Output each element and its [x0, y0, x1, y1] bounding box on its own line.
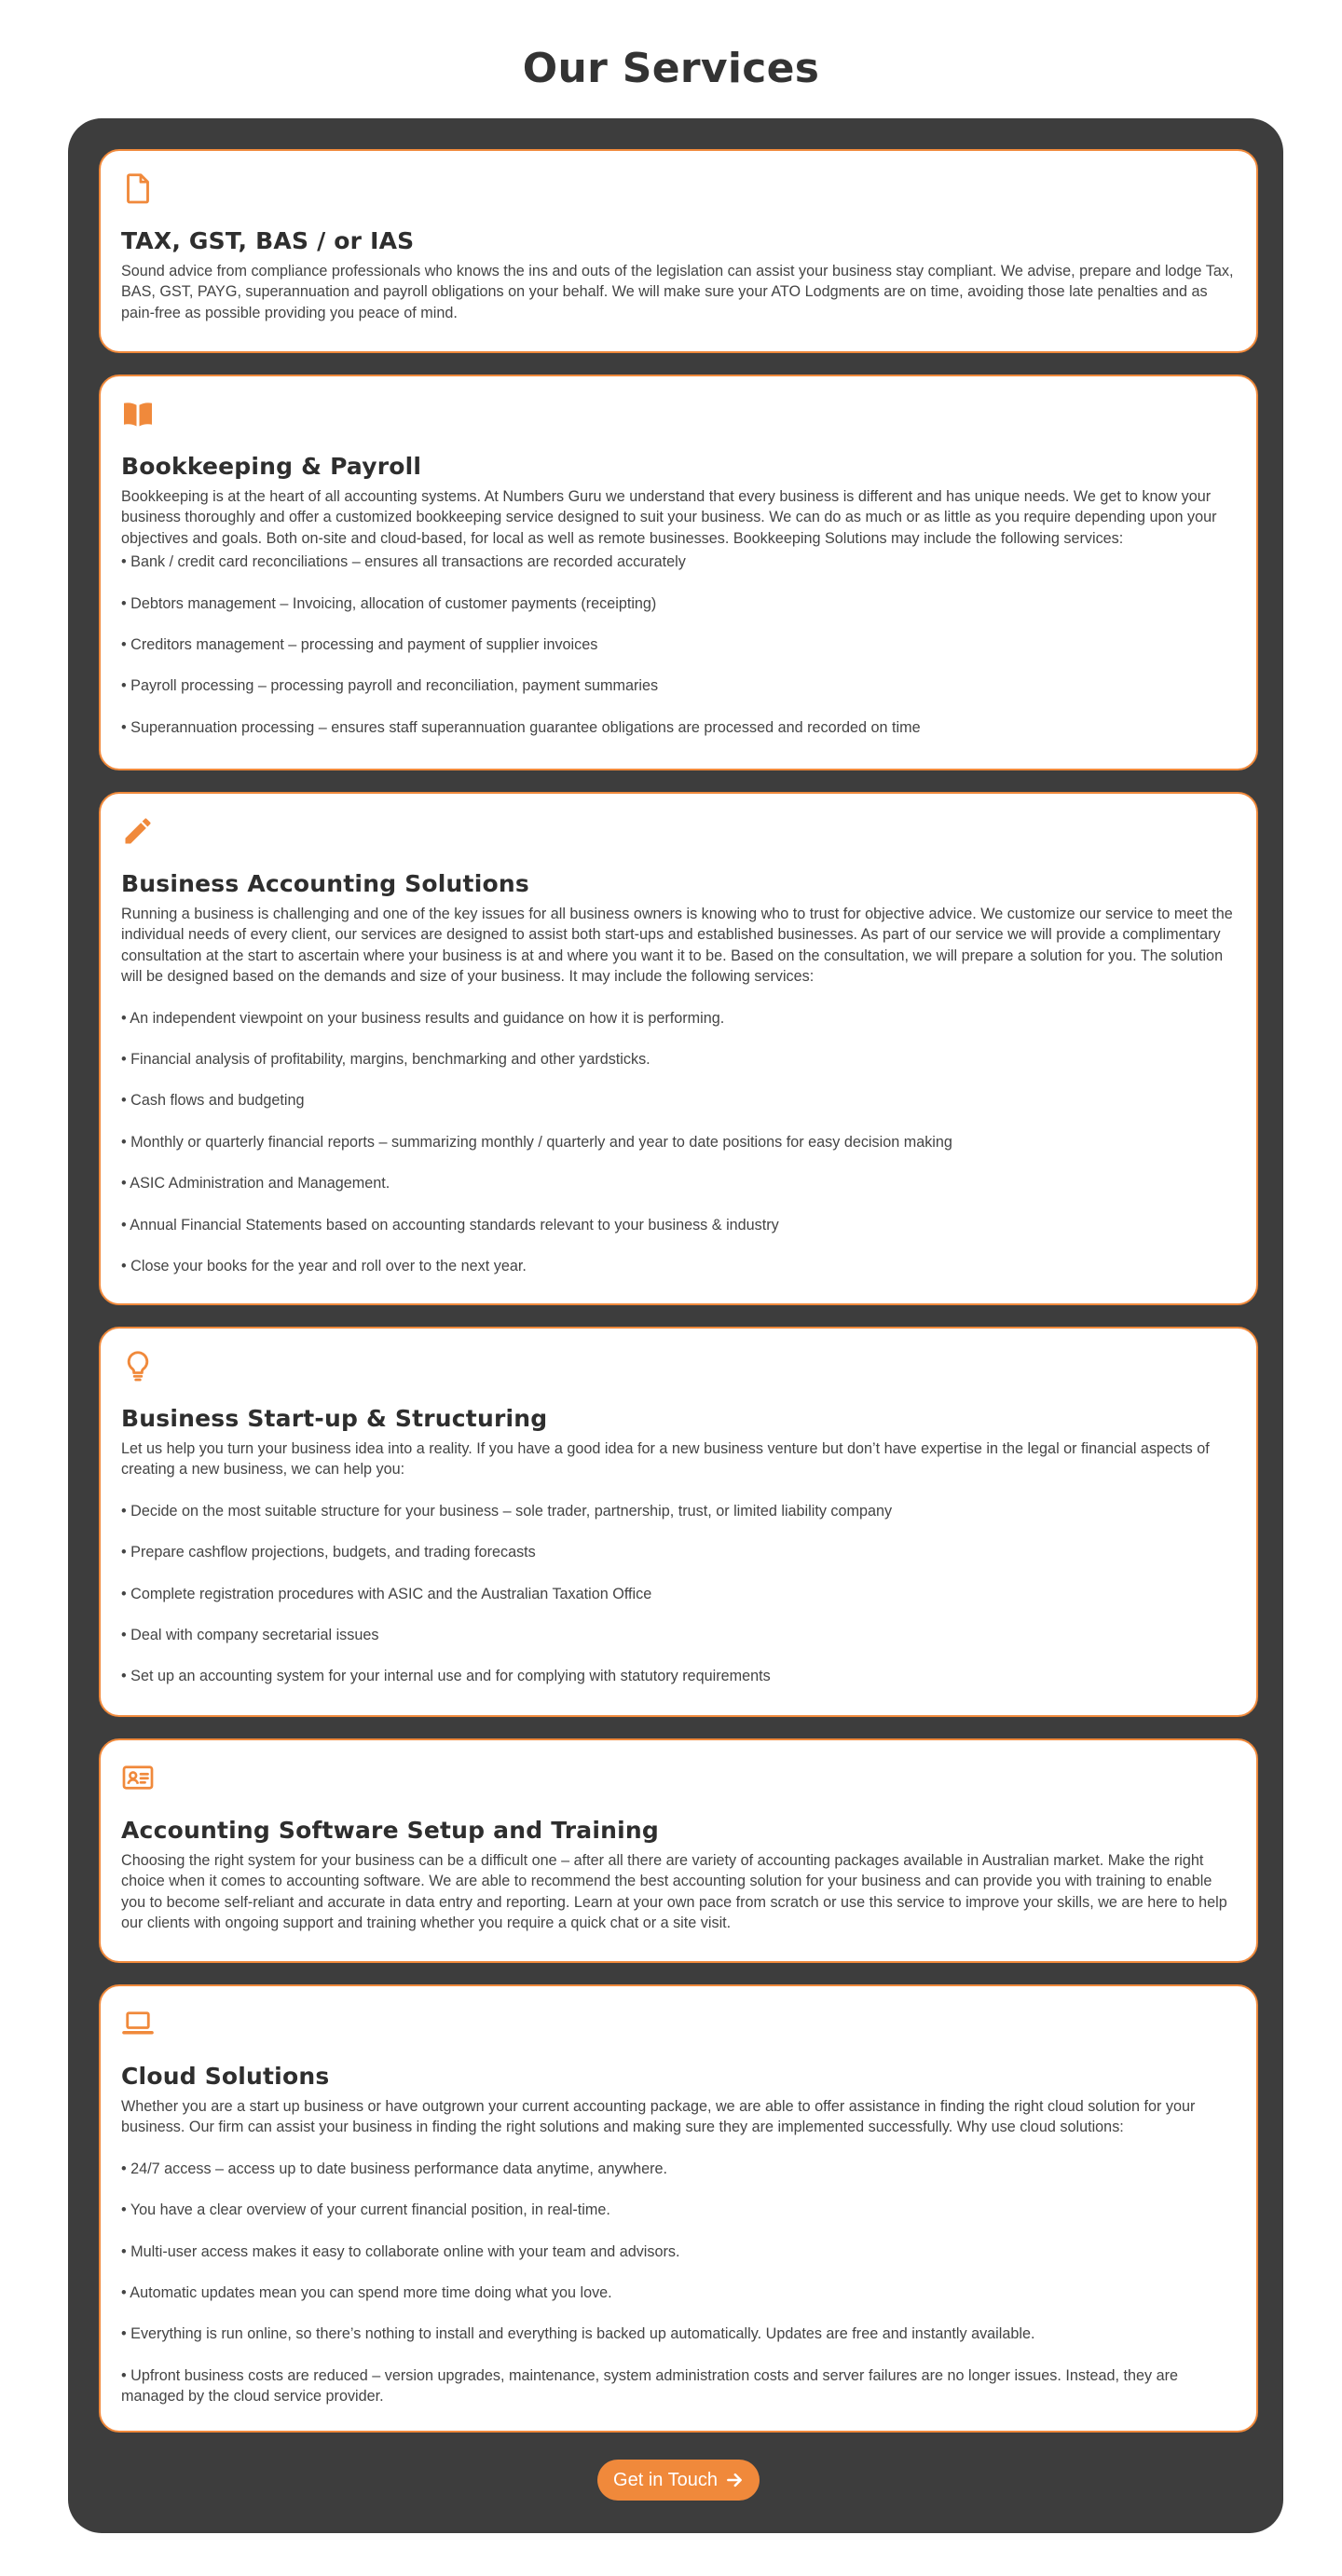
- document-icon: [121, 171, 155, 205]
- service-description: Let us help you turn your business idea into a reality. If you have a good idea for a new business venture but don’t have expertise in the legal or financial aspects of creating a new business, we can help you:: [121, 1440, 1210, 1479]
- list-item: • Multi-user access makes it easy to collaborate online with your team and advisors.: [121, 2242, 680, 2260]
- lightbulb-icon: [121, 1349, 155, 1383]
- list-item: • Upfront business costs are reduced – version upgrades, maintenance, system administration costs and server failures are no longer issues. Instead, they are managed by the cloud service provider.: [121, 2366, 1178, 2406]
- service-card-startup: [99, 1327, 1258, 1717]
- list-item: • Cash flows and budgeting: [121, 1092, 305, 1110]
- service-bullet-list: [121, 1008, 1236, 1277]
- list-item: • ASIC Administration and Management.: [121, 1175, 390, 1193]
- service-card-software: [99, 1738, 1258, 1963]
- list-item: • An independent viewpoint on your business results and guidance on how it is performing.: [121, 1009, 725, 1027]
- list-item: • Automatic updates mean you can spend more time doing what you love.: [121, 2284, 612, 2302]
- list-item: • Everything is run online, so there’s nothing to install and everything is backed up automatically. Updates are free and instantly available.: [121, 2325, 1035, 2343]
- service-description: Bookkeeping is at the heart of all accounting systems. At Numbers Guru we understand that every business is different and has unique needs. We get to know your business thoroughly and offer a customized bookkeeping service designed to suit your business. We can do as much or as little as you require depending upon your objectives and goals. Both on-site and cloud-based, for local as well as remote businesses. Bookkeeping Solutions may include the following services:: [121, 488, 1217, 547]
- service-bullet-list: [121, 552, 1236, 738]
- service-bullet-list: [121, 1501, 1236, 1687]
- service-title: TAX, GST, BAS / or IAS: [121, 227, 415, 254]
- service-description: Running a business is challenging and one of the key issues for all business owners is knowing who to trust for objective advice. We customize our service to meet the individual needs of every client, our services are designed to assist both start-ups and established businesses. As part of our service we will provide a complimentary consultation at the start to ascertain where your business is at and where you want it to be. Based on the consultation, we will prepare a solution for you. The solution will be designed based on the demands and size of your business. It may include the following services:: [121, 906, 1233, 986]
- service-card-accounting: [99, 792, 1258, 1305]
- pencil-icon: [121, 814, 155, 848]
- list-item: • 24/7 access – access up to date business performance data anytime, anywhere.: [121, 2160, 668, 2177]
- list-item: • Prepare cashflow projections, budgets, and trading forecasts: [121, 1544, 536, 1561]
- service-title: Accounting Software Setup and Training: [121, 1817, 659, 1844]
- id-card-icon: [121, 1761, 155, 1794]
- list-item: • Set up an accounting system for your internal use and for complying with statutory requirements: [121, 1668, 771, 1685]
- list-item: • Debtors management – Invoicing, allocation of customer payments (receipting): [121, 594, 657, 612]
- service-card-cloud: [99, 1984, 1258, 2433]
- list-item: • Close your books for the year and roll over to the next year.: [121, 1258, 527, 1275]
- service-card-bookkeeping: [99, 375, 1258, 770]
- page-title: Our Services: [522, 45, 820, 92]
- list-item: • Complete registration procedures with ASIC and the Australian Taxation Office: [121, 1585, 652, 1602]
- service-description: Whether you are a start up business or have outgrown your current accounting package, we are able to offer assistance in finding the right cloud solution for your business. Our firm can assist your business in finding the right solutions and making sure they are implemented successfully. Why use cloud solutions:: [121, 2098, 1196, 2136]
- list-item: • Superannuation processing – ensures staff superannuation guarantee obligations are processed and recorded on time: [121, 718, 921, 736]
- service-title: Bookkeeping & Payroll: [121, 453, 422, 480]
- service-bullet-list: [121, 2159, 1236, 2407]
- list-item: • Annual Financial Statements based on accounting standards relevant to your business & industry: [121, 1216, 779, 1233]
- list-item: • You have a clear overview of your current financial position, in real-time.: [121, 2201, 610, 2219]
- service-card-tax: [99, 149, 1258, 353]
- book-icon: [121, 397, 155, 430]
- list-item: • Decide on the most suitable structure for your business – sole trader, partnership, trust, or limited liability company: [121, 1502, 893, 1520]
- service-title: Business Start-up & Structuring: [121, 1405, 548, 1432]
- list-item: • Monthly or quarterly financial reports – summarizing monthly / quarterly and year to date positions for easy decision making: [121, 1133, 952, 1151]
- service-title: Cloud Solutions: [121, 2063, 330, 2090]
- list-item: • Financial analysis of profitability, margins, benchmarking and other yardsticks.: [121, 1051, 650, 1069]
- arrow-right-icon: [725, 2471, 744, 2489]
- get-in-touch-label: Get in Touch: [613, 2469, 718, 2490]
- list-item: • Bank / credit card reconciliations – ensures all transactions are recorded accurately: [121, 553, 686, 571]
- service-title: Business Accounting Solutions: [121, 870, 529, 897]
- list-item: • Creditors management – processing and payment of supplier invoices: [121, 636, 598, 654]
- list-item: • Deal with company secretarial issues: [121, 1627, 379, 1644]
- list-item: • Payroll processing – processing payroll and reconciliation, payment summaries: [121, 677, 659, 695]
- service-description: Sound advice from compliance professionals who knows the ins and outs of the legislation can assist your business stay compliant. We advise, prepare and lodge Tax, BAS, GST, PAYG, superannuation and payroll obligations on your behalf. We will make sure your ATO Lodgments are on time, avoiding those late penalties and as pain-free as possible providing you peace of mind.: [121, 263, 1234, 321]
- service-description: Choosing the right system for your business can be a difficult one – after all there are variety of accounting packages available in Australian market. Make the right choice when it comes to accounting software. We are able to recommend the best accounting solution for your business and can provide you with training to enable you to become self-reliant and accurate in data entry and reporting. Learn at your own pace from scratch or use this service to improve your skills, we are here to help our clients with ongoing support and training whether you require a quick chat or a site visit.: [121, 1852, 1227, 1932]
- get-in-touch-button[interactable]: [597, 2460, 760, 2501]
- laptop-icon: [121, 2007, 155, 2040]
